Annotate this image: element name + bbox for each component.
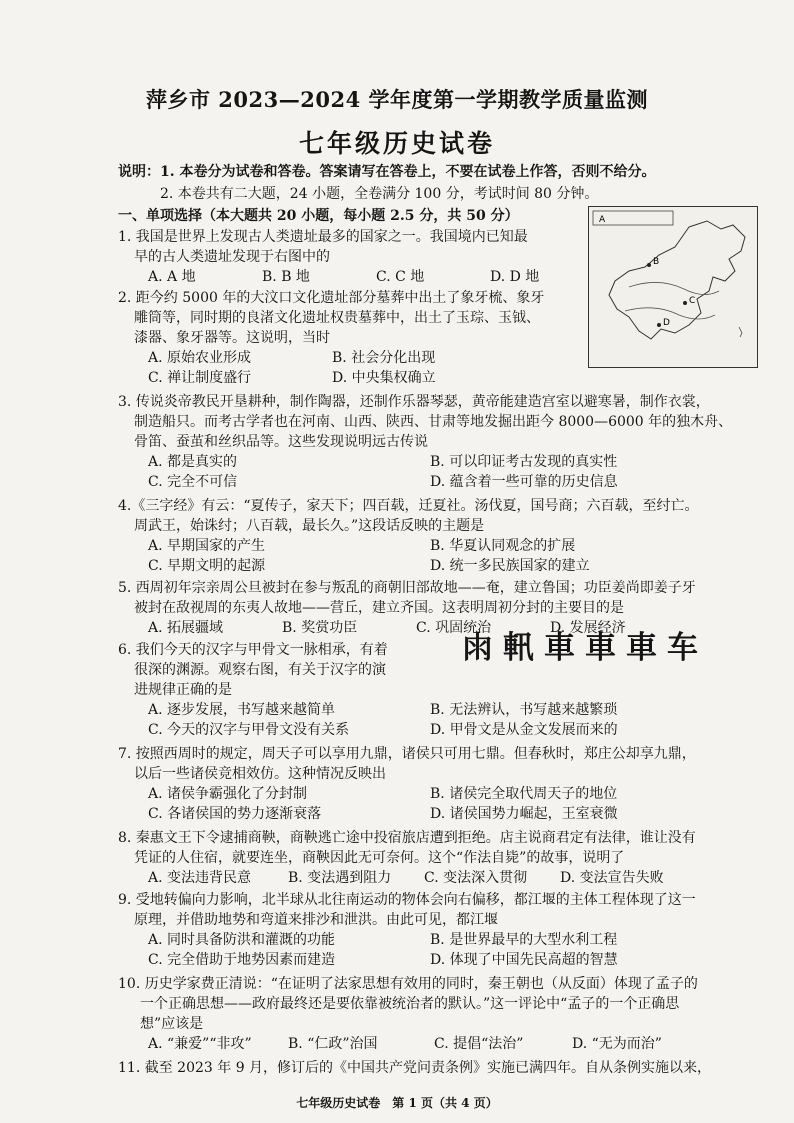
exam-title: 萍乡市 2023—2024 学年度第一学期教学质量监测 <box>145 87 648 112</box>
section-heading: 一、单项选择（本大题共 20 小题，每小题 2.5 分，共 50 分） <box>118 208 519 224</box>
q9-options-row-2 <box>148 951 712 970</box>
q10-option-a: A. “兼爱”“非攻” <box>148 1036 252 1052</box>
q1-option-c: C. C 地 <box>376 269 425 285</box>
oracle-bone-glyph: 𠕒 <box>462 630 499 666</box>
q2-option-c: C. 禅让制度盛行 <box>148 370 252 386</box>
q3-options-row-1 <box>148 453 712 472</box>
q1-option-a: A. A 地 <box>148 269 196 285</box>
bronze-glyph: 軐 <box>503 630 540 666</box>
page-footer: 七年级历史试卷 第 1 页（共 4 页） <box>296 1096 498 1110</box>
q9-option-b: B. 是世界最早的大型水利工程 <box>430 932 618 948</box>
instructions-line-2: 2. 本卷共有二大题，24 小题，全卷满分 100 分，考试时间 80 分钟。 <box>160 186 599 202</box>
q10-option-d: D. “无为而治” <box>572 1036 662 1052</box>
regular-glyph: 車 <box>626 630 663 666</box>
q4-option-b: B. 华夏认同观念的扩展 <box>430 538 576 554</box>
map-label-d: D <box>663 318 670 328</box>
map-svg <box>589 207 757 367</box>
q9-option-d: D. 体现了中国先民高超的智慧 <box>430 952 618 968</box>
q4-option-a: A. 早期国家的产生 <box>148 538 266 554</box>
q5-option-d: D. 发展经济 <box>550 620 626 636</box>
q3-line-3: 骨笛、蚕茧和丝织品等。这些发现说明远古传说 <box>134 434 428 450</box>
q6-option-c: C. 今天的汉字与甲骨文没有关系 <box>148 722 350 738</box>
q7-line-1: 7. 按照西周时的规定，周天子可以享用九鼎，诸侯只可用七鼎。但春秋时，郑庄公却享九鼎， <box>118 746 696 762</box>
seal-glyph: 車 <box>544 630 581 666</box>
q3-option-c: C. 完全不可信 <box>148 474 238 490</box>
q6-option-a: A. 逐步发展，书写越来越简单 <box>148 702 336 718</box>
script-evolution-figure <box>462 622 742 666</box>
q1-option-d: D. D 地 <box>490 269 540 285</box>
q6-line-3: 进规律正确的是 <box>134 682 232 698</box>
instructions-line-1: 说明：1. 本卷分为试卷和答卷。答案请写在答卷上，不要在试卷上作答，否则不给分。 <box>118 164 656 180</box>
q4-options-row-2 <box>148 557 712 576</box>
q5-line-1: 5. 西周初年宗亲周公旦被封在参与叛乱的商朝旧部故地——奄，建立鲁国；功臣姜尚即姜子牙 <box>118 580 696 596</box>
q7-options-row-1 <box>148 785 712 804</box>
q7-line-2: 以后一些诸侯竞相效仿。这种情况反映出 <box>134 766 386 782</box>
q1-line-1: 1. 我国是世界上发现古人类遗址最多的国家之一。我国境内已知最 <box>118 229 528 245</box>
q9-option-c: C. 完全借助于地势因素而建造 <box>148 952 336 968</box>
map-point-c <box>683 301 687 305</box>
q3-option-b: B. 可以印证考古发现的真实性 <box>430 454 618 470</box>
q7-option-d: D. 诸侯国势力崛起，王室衰微 <box>430 806 618 822</box>
q9-line-2: 原理，并借助地势和弯道来排沙和泄洪。由此可见，都江堰 <box>134 912 498 928</box>
q7-options-row-2 <box>148 805 712 824</box>
map-island <box>739 327 742 337</box>
exam-subtitle: 七年级历史试卷 <box>298 129 495 158</box>
q4-option-d: D. 统一多民族国家的建立 <box>430 558 590 574</box>
q2-option-a: A. 原始农业形成 <box>148 350 252 366</box>
map-river-2 <box>625 308 715 319</box>
map-figure <box>588 206 758 368</box>
q1-line-2: 早的古人类遗址发现于右图中的 <box>134 249 330 265</box>
q8-options <box>148 869 664 888</box>
q9-options-row-1 <box>148 931 712 950</box>
q4-option-c: C. 早期文明的起源 <box>148 558 266 574</box>
q8-option-c: C. 变法深入贯彻 <box>424 870 528 886</box>
map-label-a: A <box>599 215 606 225</box>
q7-option-b: B. 诸侯完全取代周天子的地位 <box>430 786 618 802</box>
q4-options-row-1 <box>148 537 712 556</box>
simplified-glyph: 车 <box>667 630 704 666</box>
q10-options <box>148 1035 662 1054</box>
q3-line-1: 3. 传说炎帝教民开垦耕种，制作陶器，还制作乐器琴瑟，黄帝能建造宫室以避寒暑，制作衣裳， <box>118 394 710 410</box>
q4-line-1: 4.《三字经》有云：“夏传子，家天下；四百载，迁夏社。汤伐夏，国号商；六百载，至纣亡。 <box>118 498 699 514</box>
q5-option-a: A. 拓展疆域 <box>148 620 224 636</box>
q10-line-1: 10. 历史学家费正清说：“在证明了法家思想有效用的同时，秦王朝也（从反面）体现了孟子的 <box>118 976 698 992</box>
q9-option-a: A. 同时具备防洪和灌溉的功能 <box>148 932 336 948</box>
q4-line-2: 周武王，始诛纣；八百载，最长久。”这段话反映的主题是 <box>134 518 485 534</box>
q7-option-a: A. 诸侯争霸强化了分封制 <box>148 786 308 802</box>
q2-line-3: 漆器、象牙器等。这说明，当时 <box>134 330 330 346</box>
q8-option-b: B. 变法遇到阻力 <box>288 870 392 886</box>
map-point-b <box>647 263 651 267</box>
q6-option-d: D. 甲骨文是从金文发展而来的 <box>430 722 618 738</box>
q9-line-1: 9. 受地转偏向力影响，北半球从北往南运动的物体会向右偏移，都江堰的主体工程体现了这一 <box>118 892 696 908</box>
q10-line-2: 一个正确思想——政府最终还是要依靠被统治者的默认。”这一评论中“孟子的一个正确思 <box>140 996 680 1012</box>
q11-line-1: 11. 截至 2023 年 9 月，修订后的《中国共产党问责条例》实施已满四年。自从条例实施以来， <box>118 1060 712 1076</box>
q10-line-3: 想”应该是 <box>140 1016 204 1032</box>
q1-options <box>148 268 604 287</box>
map-outline <box>609 221 745 339</box>
q2-option-d: D. 中央集权确立 <box>332 370 436 386</box>
q3-option-d: D. 蕴含着一些可靠的历史信息 <box>430 474 618 490</box>
q6-option-b: B. 无法辨认，书写越来越繁琐 <box>430 702 618 718</box>
q7-option-c: C. 各诸侯国的势力逐渐衰落 <box>148 806 322 822</box>
q8-option-a: A. 变法违背民意 <box>148 870 252 886</box>
q6-line-2: 很深的渊源。观察右图，有关于汉字的演 <box>134 662 386 678</box>
q2-options-row-1 <box>148 349 435 368</box>
q8-option-d: D. 变法宣告失败 <box>560 870 664 886</box>
q6-options-row-2 <box>148 721 712 740</box>
q3-line-2: 制造船只。而考古学者也在河南、山西、陕西、甘肃等地发掘出距今 8000—6000 年的独木舟、 <box>134 414 733 430</box>
q10-option-b: B. “仁政”治国 <box>288 1036 378 1052</box>
q2-options-row-2 <box>148 369 436 388</box>
q10-option-c: C. 提倡“法治” <box>434 1036 524 1052</box>
q2-line-1: 2. 距今约 5000 年的大汶口文化遗址部分墓葬中出土了象牙梳、象牙 <box>118 290 545 306</box>
q8-line-2: 凭证的人住宿，就要连坐，商鞅因此无可奈何。这个“作法自毙”的故事，说明了 <box>134 850 625 866</box>
q5-option-b: B. 奖赏功臣 <box>282 620 358 636</box>
q6-line-1: 6. 我们今天的汉字与甲骨文一脉相承，有着 <box>118 642 388 658</box>
q5-line-2: 被封在敌视周的东夷人故地——营丘，建立齐国。这表明周初分封的主要目的是 <box>134 600 624 616</box>
q8-line-1: 8. 秦惠文王下令逮捕商鞅，商鞅逃亡途中投宿旅店遭到拒绝。店主说商君定有法律，谁让没有 <box>118 830 696 846</box>
map-label-b: B <box>653 257 660 267</box>
q3-option-a: A. 都是真实的 <box>148 454 238 470</box>
q5-option-c: C. 巩固统治 <box>416 620 492 636</box>
q2-line-2: 雕筒等，同时期的良渚文化遗址权贵墓葬中，出土了玉琮、玉钺、 <box>134 310 540 326</box>
q6-options-row-1 <box>148 701 712 720</box>
clerical-glyph: 車 <box>585 630 622 666</box>
q3-options-row-2 <box>148 473 712 492</box>
q2-option-b: B. 社会分化出现 <box>332 350 436 366</box>
map-point-d <box>657 323 661 327</box>
q1-option-b: B. B 地 <box>262 269 310 285</box>
map-label-c: C <box>689 296 696 306</box>
